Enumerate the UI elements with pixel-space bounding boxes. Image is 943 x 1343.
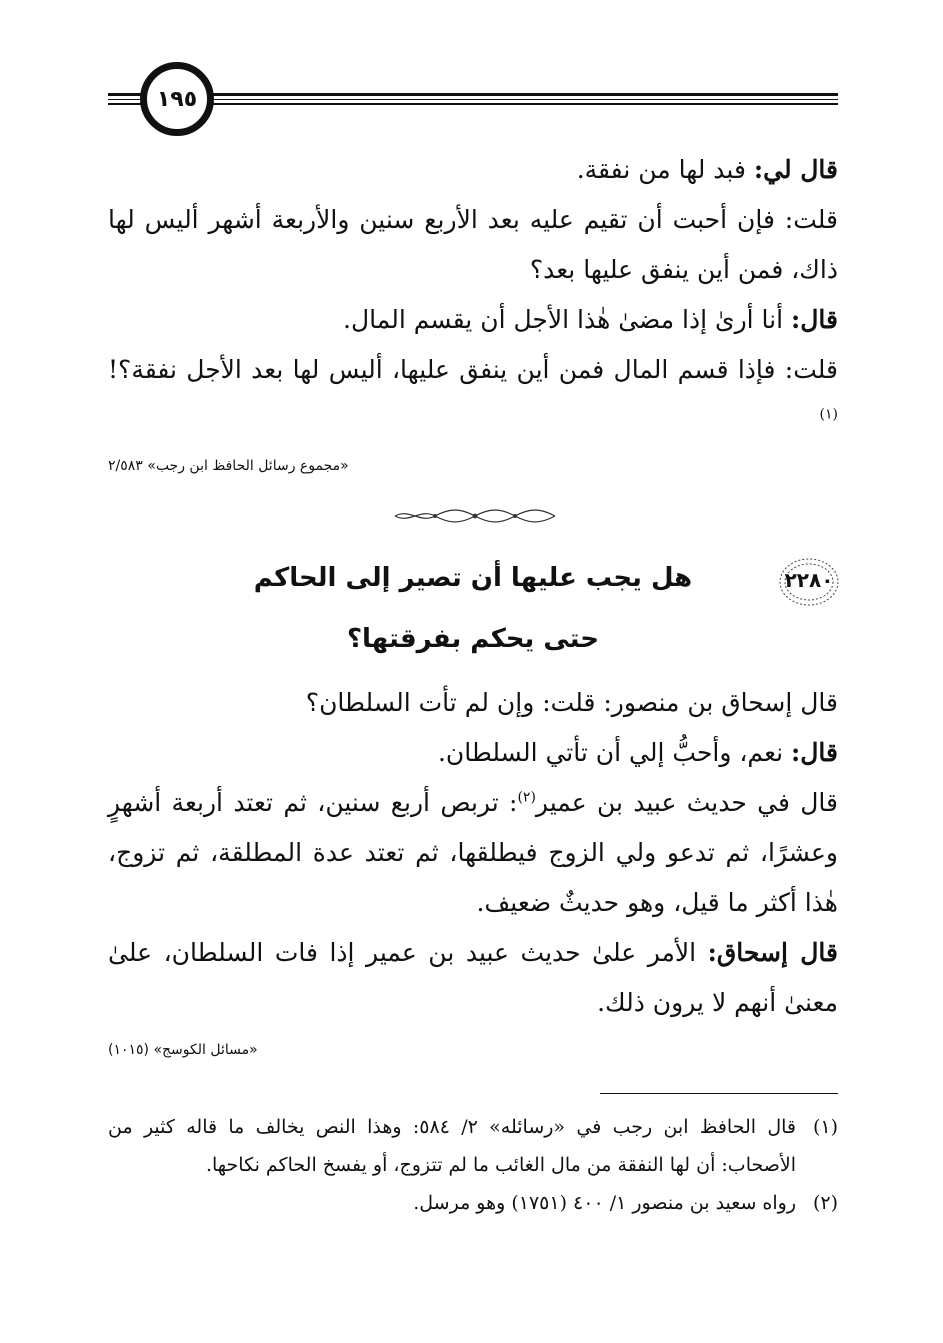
paragraph-text: أنا أرىٰ إذا مضىٰ هٰذا الأجل أن يقسم المال. (343, 305, 792, 334)
footnote-mark: (٢) (812, 1192, 838, 1214)
speaker-label: قال: (791, 738, 838, 767)
paragraph-text: : تربص أربع سنين، ثم تعتد أربعة أشهرٍ وعشرًا، ثم تدعو ولي الزوج فيطلقها، ثم تعتد عدة المطلقة، ثم تزوج، هٰذا أكثر ما قيل، وهو حديثٌ ضعيف. (108, 788, 838, 917)
speaker-label: قال لي: (753, 155, 838, 184)
footnotes (108, 1108, 838, 1222)
paragraph-text: الأمر علىٰ حديث عبيد بن عمير إذا فات السلطان، علىٰ معنىٰ أنهم لا يرون ذلك. (108, 938, 838, 1017)
footnote-mark: (١) (812, 1116, 838, 1138)
ornament-divider-icon (390, 508, 560, 524)
footnote-ref[interactable]: (٢) (517, 789, 536, 806)
paragraph (108, 345, 838, 445)
speaker-label: قال إسحاق: (707, 938, 838, 967)
paragraph-text: قال في حديث عبيد بن عمير (535, 788, 838, 817)
paragraph (108, 928, 838, 1028)
source-citation: «مجموع رسائل الحافظ ابن رجب» ٢/٥٨٣ (108, 458, 349, 474)
footnote-text: رواه سعيد بن منصور ١/ ٤٠٠ (١٧٥١) وهو مرسل. (413, 1192, 796, 1214)
page-number: ١٩٥ (156, 86, 198, 112)
section-title-line1: هل يجب عليها أن تصير إلى الحاكم (253, 563, 693, 593)
paragraph-text: قلت: فإذا قسم المال فمن أين ينفق عليها، أليس لها بعد الأجل نفقة؟! (108, 355, 838, 384)
section-title-line2: حتى يحكم بفرقتها؟ (346, 624, 600, 654)
page-header (108, 62, 838, 142)
footnote-text: قال الحافظ ابن رجب في «رسائله» ٢/ ٥٨٤: وهذا النص يخالف ما قاله كثير من الأصحاب: أن لها النفقة من مال الغائب ما لم تتزوج، أو يفسخ الحاكم نكاحها. (108, 1116, 797, 1176)
paragraph (108, 678, 838, 728)
header-rule (108, 93, 838, 96)
section2-body (108, 678, 838, 1028)
header-rule (108, 103, 838, 105)
header-rule (108, 99, 838, 100)
paragraph (108, 295, 838, 345)
paragraph (108, 145, 838, 195)
paragraph (108, 778, 838, 928)
paragraph-text: قلت: فإن أحبت أن تقيم عليه بعد الأربع سنين والأربعة أشهر أليس لها ذاك، فمن أين ينفق عليها بعد؟ (108, 205, 838, 284)
paragraph-text: قال إسحاق بن منصور: قلت: وإن لم تأت السلطان؟ (305, 688, 838, 717)
source-citation: «مسائل الكوسج» (١٠١٥) (108, 1042, 258, 1058)
section1-body (108, 145, 838, 445)
paragraph (108, 728, 838, 778)
footnote (108, 1184, 838, 1222)
footnote (108, 1108, 838, 1184)
entry-number: ٢٢٨٠ (784, 568, 834, 592)
paragraph-text: فبد لها من نفقة. (576, 155, 754, 184)
paragraph-text: نعم، وأحبُّ إلي أن تأتي السلطان. (437, 738, 792, 767)
footnote-ref[interactable]: (١) (819, 406, 838, 423)
footnote-separator (600, 1093, 838, 1094)
page-number-circle (140, 62, 214, 136)
paragraph (108, 195, 838, 295)
speaker-label: قال: (791, 305, 838, 334)
